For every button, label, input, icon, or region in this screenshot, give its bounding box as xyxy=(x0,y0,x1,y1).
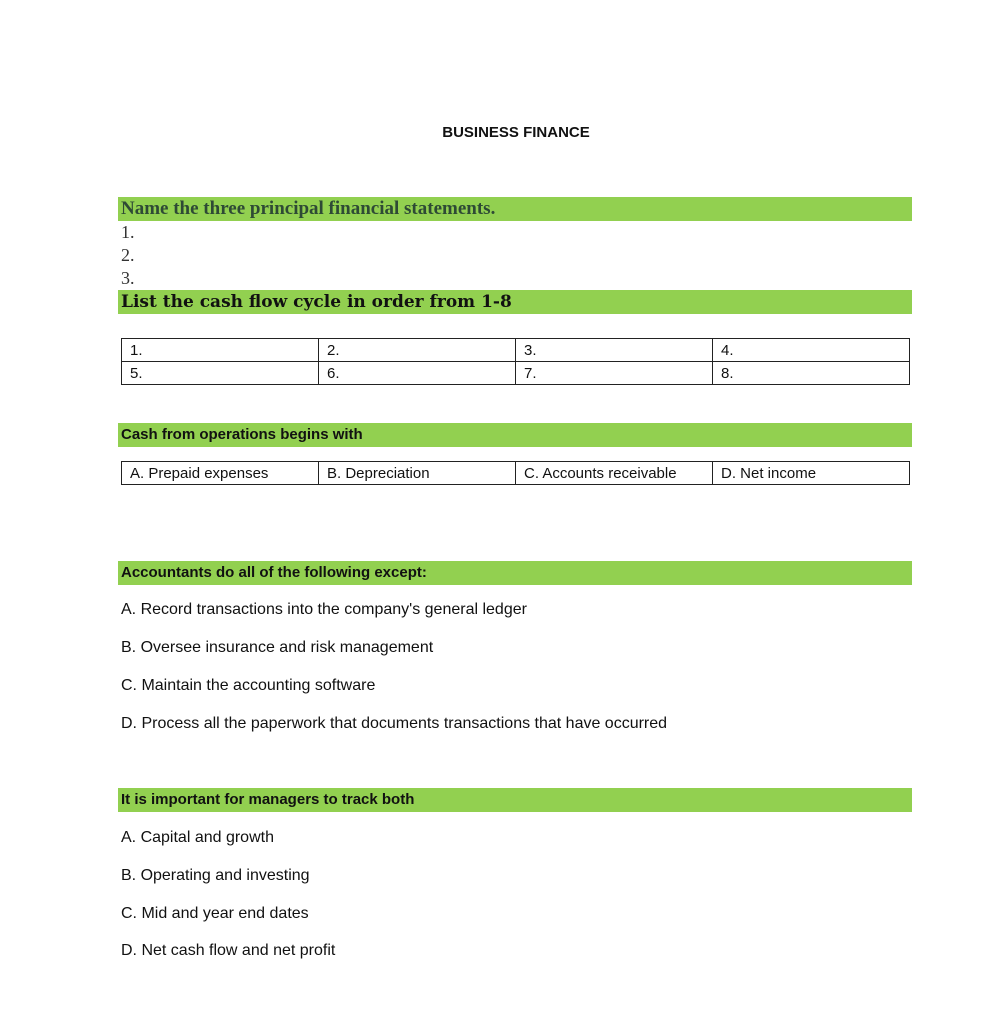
table-cell[interactable]: 1. xyxy=(122,339,319,362)
table-row xyxy=(122,462,910,485)
option-b[interactable]: B. Operating and investing xyxy=(121,867,310,884)
table-cell[interactable]: 8. xyxy=(713,362,910,385)
options-table xyxy=(121,461,910,485)
answer-line: 1. xyxy=(121,222,135,242)
table-cell[interactable]: 4. xyxy=(713,339,910,362)
table-row xyxy=(122,362,910,385)
option-a[interactable]: A. Record transactions into the company's general ledger xyxy=(121,601,527,618)
question-heading: Accountants do all of the following except: xyxy=(118,561,912,585)
answer-line: 2. xyxy=(121,245,135,265)
option-d[interactable]: D. Net income xyxy=(713,462,910,485)
table-cell[interactable]: 3. xyxy=(516,339,713,362)
option-a[interactable]: A. Prepaid expenses xyxy=(122,462,319,485)
option-c[interactable]: C. Accounts receivable xyxy=(516,462,713,485)
option-d[interactable]: D. Net cash flow and net profit xyxy=(121,942,336,959)
option-b[interactable]: B. Oversee insurance and risk management xyxy=(121,639,434,656)
answer-line: 3. xyxy=(121,268,135,288)
option-c[interactable]: C. Mid and year end dates xyxy=(121,905,309,922)
table-cell[interactable]: 6. xyxy=(319,362,516,385)
option-a[interactable]: A. Capital and growth xyxy=(121,829,274,846)
cash-flow-table xyxy=(121,338,910,385)
table-cell[interactable]: 2. xyxy=(319,339,516,362)
option-b[interactable]: B. Depreciation xyxy=(319,462,516,485)
question-heading: Name the three principal financial statements. xyxy=(118,197,912,221)
table-row xyxy=(122,339,910,362)
question-heading: List the cash flow cycle in order from 1-8 xyxy=(118,290,912,314)
question-heading: Cash from operations begins with xyxy=(118,423,912,447)
table-cell[interactable]: 5. xyxy=(122,362,319,385)
question-heading: It is important for managers to track both xyxy=(118,788,912,812)
option-c[interactable]: C. Maintain the accounting software xyxy=(121,677,376,694)
table-cell[interactable]: 7. xyxy=(516,362,713,385)
document-title: BUSINESS FINANCE xyxy=(442,124,590,141)
option-d[interactable]: D. Process all the paperwork that documents transactions that have occurred xyxy=(121,715,668,732)
